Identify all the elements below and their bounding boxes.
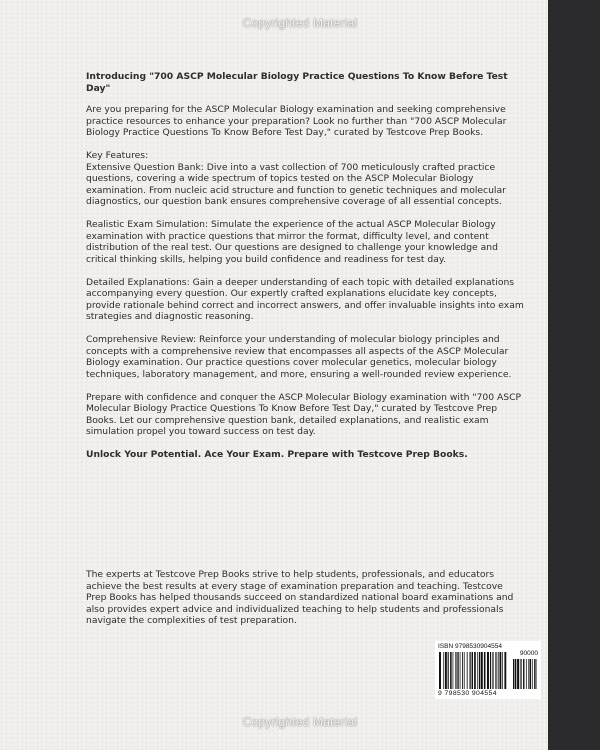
barcode-bar <box>472 652 473 689</box>
barcode-digits: 9 798530 904554 <box>438 690 497 697</box>
publisher-blurb: The experts at Testcove Prep Books strive to help students, professionals, and educators achieve the best results at every stage of examination preparation and teaching. Testcove Prep Books has helped thousands succeed on standardized national board examinations and also provides expert advice and individualized teaching to help students and professionals navigate the complexities of test preparation. <box>86 569 514 626</box>
barcode-bar <box>470 652 471 689</box>
price-code: 90000 <box>519 650 538 657</box>
tagline: Unlock Your Potential. Ace Your Exam. Prepare with Testcove Prep Books. <box>86 449 468 460</box>
barcode-bar <box>523 659 524 689</box>
barcode-bar <box>474 652 476 689</box>
feature-explanations: Detailed Explanations: Gain a deeper understanding of each topic with detailed explanations accompanying every question. Our expertly crafted explanations elucidate key concepts, provide rationale behind correct and incorrect answers, and offer invaluable insights into exam strategies and diagnostic reasoning. <box>86 276 524 322</box>
barcode-bar <box>467 652 468 689</box>
barcode-bar <box>445 652 447 689</box>
barcode-bar <box>499 652 501 689</box>
barcode-bar <box>513 659 514 689</box>
barcode-bar <box>534 659 535 689</box>
barcode-bar <box>484 652 486 689</box>
closing-paragraph: Prepare with confidence and conquer the ASCP Molecular Biology examination with "700 ASCP Molecular Biology Practice Questions To Know Before Test Day," curated by Testcove Prep Books. Let our comprehensive question bank, detailed explanations, and realistic exam simulation propel you toward success on test day. <box>86 391 522 437</box>
barcode-bar <box>526 659 527 689</box>
isbn-label: ISBN 9798530904554 <box>438 643 502 650</box>
barcode-bar <box>462 652 463 689</box>
barcode-bar <box>517 659 519 689</box>
barcode-bars-main <box>439 652 507 689</box>
book-description <box>86 71 526 461</box>
barcode-bar <box>464 652 465 689</box>
barcode-bar <box>457 652 458 689</box>
barcode-bar <box>439 652 441 689</box>
barcode-bars-addon <box>513 659 537 689</box>
barcode-bar <box>481 652 483 689</box>
feature-question-bank: Extensive Question Bank: Dive into a vast collection of 700 meticulously crafted practice questions, covering a wide spectrum of topics tested on the ASCP Molecular Biology examination. From nucleic acid structure and function to genetic techniques and molecular diagnostics, our question bank ensures comprehensive coverage of all essential concepts. <box>86 161 506 207</box>
barcode-bar <box>443 652 444 689</box>
barcode-bar <box>487 652 489 689</box>
intro-paragraph: Are you preparing for the ASCP Molecular Biology examination and seeking comprehensive practice resources to enhance your preparation? Look no further than "700 ASCP Molecular Biology Practice Questions To Know Before Test Day," curated by Testcove Prep Books. <box>86 104 507 138</box>
barcode-bar <box>460 652 461 689</box>
barcode-bar <box>490 652 491 689</box>
barcode-bar <box>479 652 480 689</box>
key-features-heading: Key Features: <box>86 150 149 161</box>
barcode-bar <box>495 652 496 689</box>
barcode-bar <box>528 659 529 689</box>
intro-title: Introducing "700 ASCP Molecular Biology Practice Questions To Know Before Test Day" <box>86 71 508 94</box>
barcode-bar <box>450 652 452 689</box>
barcode-bar <box>448 652 449 689</box>
barcode-bar <box>492 652 493 689</box>
book-spine <box>548 0 600 750</box>
barcode-bar <box>529 659 531 689</box>
barcode-bar <box>532 659 533 689</box>
copyright-watermark-bottom: Copyrighted Material <box>242 715 358 729</box>
barcode-bar <box>498 652 499 689</box>
barcode-bar <box>477 652 478 689</box>
barcode-bar <box>504 652 506 689</box>
barcode-bar <box>515 659 517 689</box>
copyright-watermark-top: Copyrighted Material <box>242 16 358 30</box>
feature-comprehensive-review: Comprehensive Review: Reinforce your understanding of molecular biology principles and concepts with a comprehensive review that encompasses all aspects of the ASCP Molecular Biology examination. Our practice questions cover molecular genetics, molecular biology techniques, laboratory management, and more, ensuring a well-rounded review experience. <box>86 334 512 380</box>
isbn-barcode <box>435 641 541 699</box>
barcode-bar <box>520 659 521 689</box>
barcode-bar <box>455 652 456 689</box>
barcode-bar <box>453 652 454 689</box>
barcode-bar <box>502 652 503 689</box>
feature-exam-simulation: Realistic Exam Simulation: Simulate the experience of the actual ASCP Molecular Biology examination with practice questions that mirror the format, difficulty level, and content distribution of the real test. Our questions are designed to challenge your knowledge and critical thinking skills, helping you build confidence and readiness for test day. <box>86 219 498 265</box>
